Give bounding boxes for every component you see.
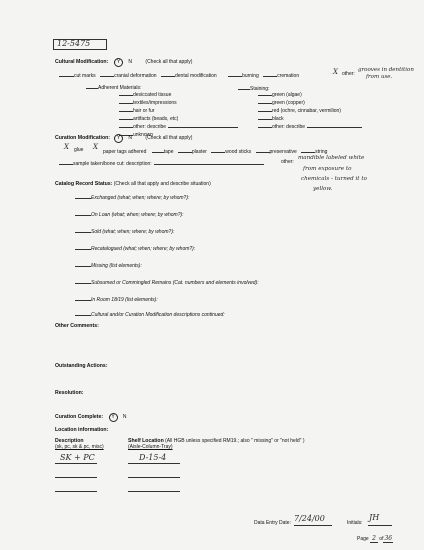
status-item: Missing (list elements):: [91, 263, 142, 269]
status-blank-7[interactable]: [75, 310, 91, 316]
adherent-item: textiles/impressions: [133, 100, 177, 106]
adherent-item: other: describe: [133, 124, 167, 130]
complete-yes-circle[interactable]: Y: [109, 413, 118, 422]
adherent-blank-2[interactable]: [119, 106, 133, 112]
string-blank[interactable]: [301, 147, 315, 153]
sample-label: sample taken/bone cut: description:: [73, 161, 152, 167]
adherent-blank[interactable]: [86, 83, 98, 89]
adherent-item: desiccated tissue: [133, 92, 172, 98]
cultural-yes-circle[interactable]: Y: [114, 58, 123, 67]
burning-label: burning: [242, 73, 259, 79]
adherent-list: [119, 90, 238, 138]
description-line-2[interactable]: [55, 477, 97, 478]
dental-label: dental modification: [174, 73, 217, 79]
status-item-row: [75, 261, 142, 269]
location-heading: Location information:: [55, 427, 109, 433]
status-item: Exchanged (what; when; where; by whom?):: [91, 195, 190, 201]
wood-blank[interactable]: [211, 147, 225, 153]
curation-other-hand4: yellow.: [313, 186, 333, 192]
staining-item: other: describe: [272, 124, 306, 130]
page-counter: [357, 536, 393, 542]
catalog-status-note: (Check all that apply and describe situation): [113, 181, 211, 187]
staining-item: green (algae): [272, 92, 302, 98]
plaster-label: plaster: [191, 149, 207, 155]
other-comments-heading: Other Comments:: [55, 323, 99, 329]
preservative-label: preservative: [269, 149, 297, 155]
adherent-item: artifacts (beads, etc): [133, 116, 179, 122]
cultural-other-hand: grooves in dentition: [358, 67, 414, 73]
staining-label: Staining:: [250, 86, 270, 92]
initials-line[interactable]: [368, 525, 392, 526]
description-line-3[interactable]: [55, 491, 97, 492]
status-item: In Room 18/19 (list elements):: [91, 297, 158, 303]
page-of: of: [379, 536, 384, 542]
staining-item: red (ochre, cinnabar, vermilion): [272, 108, 341, 114]
adherent-blank-1[interactable]: [119, 98, 133, 104]
staining-blank-2[interactable]: [258, 106, 272, 112]
status-item: Subsumed or Commingled Remains (Cat. numbers and elements involved):: [91, 280, 259, 286]
sample-blank[interactable]: [59, 159, 73, 165]
tags-mark: X: [93, 143, 98, 151]
status-blank-6[interactable]: [75, 295, 91, 301]
cut-marks-blank[interactable]: [59, 71, 74, 77]
string-label: string: [315, 149, 328, 155]
cut-marks-label: cut marks: [74, 73, 96, 79]
initials-value: JH: [369, 513, 380, 522]
glue-label: glue: [74, 147, 84, 153]
curation-complete-label: Curation Complete:: [55, 414, 104, 420]
staining-list: [258, 90, 362, 130]
catalog-status-heading: Catalog Record Status:: [55, 181, 113, 187]
description-value: SK + PC: [60, 453, 95, 462]
catalog-number: 12-5475: [57, 39, 91, 48]
staining-blank-0[interactable]: [258, 90, 272, 96]
wood-label: wood sticks: [225, 149, 252, 155]
status-item-row: [75, 227, 174, 235]
sample-description-line[interactable]: [154, 159, 264, 165]
description-label: Description: [55, 438, 84, 444]
status-blank-1[interactable]: [75, 210, 91, 216]
status-item-row: [75, 295, 158, 303]
status-item-row: [75, 210, 184, 218]
tags-label: paper tags adhered: [103, 149, 147, 155]
outstanding-actions-heading: Outstanding Actions:: [55, 363, 108, 369]
cultural-heading: Cultural Modification:: [55, 59, 109, 65]
status-item: Cultural and/or Curation Modification descriptions continued:: [91, 312, 225, 318]
staining-item: black: [272, 116, 284, 122]
data-entry-date-line[interactable]: [294, 525, 332, 526]
cultural-other-hand2: from use.: [366, 74, 393, 80]
status-item: Recatalogued (what; when; where; by whom?):: [91, 246, 196, 252]
curation-other-hand2: from exposure to: [303, 166, 352, 172]
page-label: Page: [357, 536, 369, 542]
status-blank-2[interactable]: [75, 227, 91, 233]
dental-blank[interactable]: [161, 71, 175, 77]
tape-label: tape: [163, 149, 174, 155]
staining-blank-3[interactable]: [258, 114, 272, 120]
adherent-blank-4[interactable]: [119, 122, 133, 128]
cranial-blank[interactable]: [100, 71, 114, 77]
page-number: 2: [372, 535, 376, 542]
status-item-row: [75, 193, 189, 201]
adherent-item: hair or fur: [133, 108, 155, 114]
curation-heading: Curation Modification:: [55, 135, 111, 141]
glue-mark: X: [64, 143, 69, 151]
status-item: Sold (what; when; where; by whom?):: [91, 229, 175, 235]
status-item-row: [75, 278, 259, 286]
status-blank-0[interactable]: [75, 193, 91, 199]
shelf-sub: (Aisle-Column-Tray): [128, 444, 173, 450]
status-item-row: [75, 244, 195, 252]
staining-blank-1[interactable]: [258, 98, 272, 104]
adherent-describe-line[interactable]: [168, 122, 238, 128]
curation-other-label: other:: [281, 159, 294, 165]
shelf-location-label: Shelf Location: [128, 438, 164, 444]
page-total: 36: [384, 535, 393, 542]
shelf-line-1[interactable]: [128, 463, 180, 464]
cultural-other-label: other:: [342, 71, 355, 77]
complete-no[interactable]: N: [122, 414, 127, 420]
preservative-blank[interactable]: [256, 147, 270, 153]
cultural-check-note: (Check all that apply): [145, 59, 193, 65]
status-blank-3[interactable]: [75, 244, 91, 250]
data-entry-date-value: 7/24/00: [294, 514, 325, 523]
plaster-blank[interactable]: [178, 147, 192, 153]
curation-yes-circle[interactable]: Y: [114, 134, 123, 143]
cremation-label: cremation: [277, 73, 300, 79]
description-sub: (sk, pc, sk & pc, misc): [55, 444, 104, 450]
cultural-no[interactable]: N: [128, 59, 133, 65]
staining-describe-line[interactable]: [307, 122, 362, 128]
shelf-location-note: (All HGB unless specified RM19.; also " missing" or "not held" ): [165, 438, 305, 444]
data-entry-date-label: Data Entry Date:: [254, 520, 291, 526]
burning-blank[interactable]: [228, 71, 242, 77]
curation-no[interactable]: N: [128, 135, 133, 141]
resolution-heading: Resolution:: [55, 390, 84, 396]
staining-blank[interactable]: [238, 84, 250, 90]
curation-check-note: (Check all that apply): [145, 135, 193, 141]
cremation-blank[interactable]: [263, 71, 277, 77]
status-item-row: [75, 310, 225, 318]
staining-item: green (copper): [272, 100, 305, 106]
staining-blank-4[interactable]: [258, 122, 272, 128]
status-blank-5[interactable]: [75, 278, 91, 284]
shelf-line-3[interactable]: [128, 491, 180, 492]
status-item: On Loan (what; when; where; by whom?):: [91, 212, 184, 218]
cultural-row1: [59, 71, 299, 79]
adherent-item: unknown: [133, 132, 154, 138]
other-mark: X: [333, 68, 338, 76]
adherent-label: Adherent Materials:: [98, 85, 142, 91]
shelf-value: D-15-4: [139, 453, 167, 462]
adherent-blank-0[interactable]: [119, 90, 133, 96]
cranial-label: cranial deformation: [114, 73, 157, 79]
initials-label: Initials:: [347, 520, 363, 526]
description-line-1[interactable]: [55, 463, 97, 464]
adherent-blank-3[interactable]: [119, 114, 133, 120]
tape-blank[interactable]: [152, 147, 164, 153]
curation-other-hand3: chemicals - turned it to: [301, 176, 367, 182]
curation-other-hand1: mandible labeled white: [298, 155, 365, 161]
shelf-line-2[interactable]: [128, 477, 180, 478]
status-blank-4[interactable]: [75, 261, 91, 267]
